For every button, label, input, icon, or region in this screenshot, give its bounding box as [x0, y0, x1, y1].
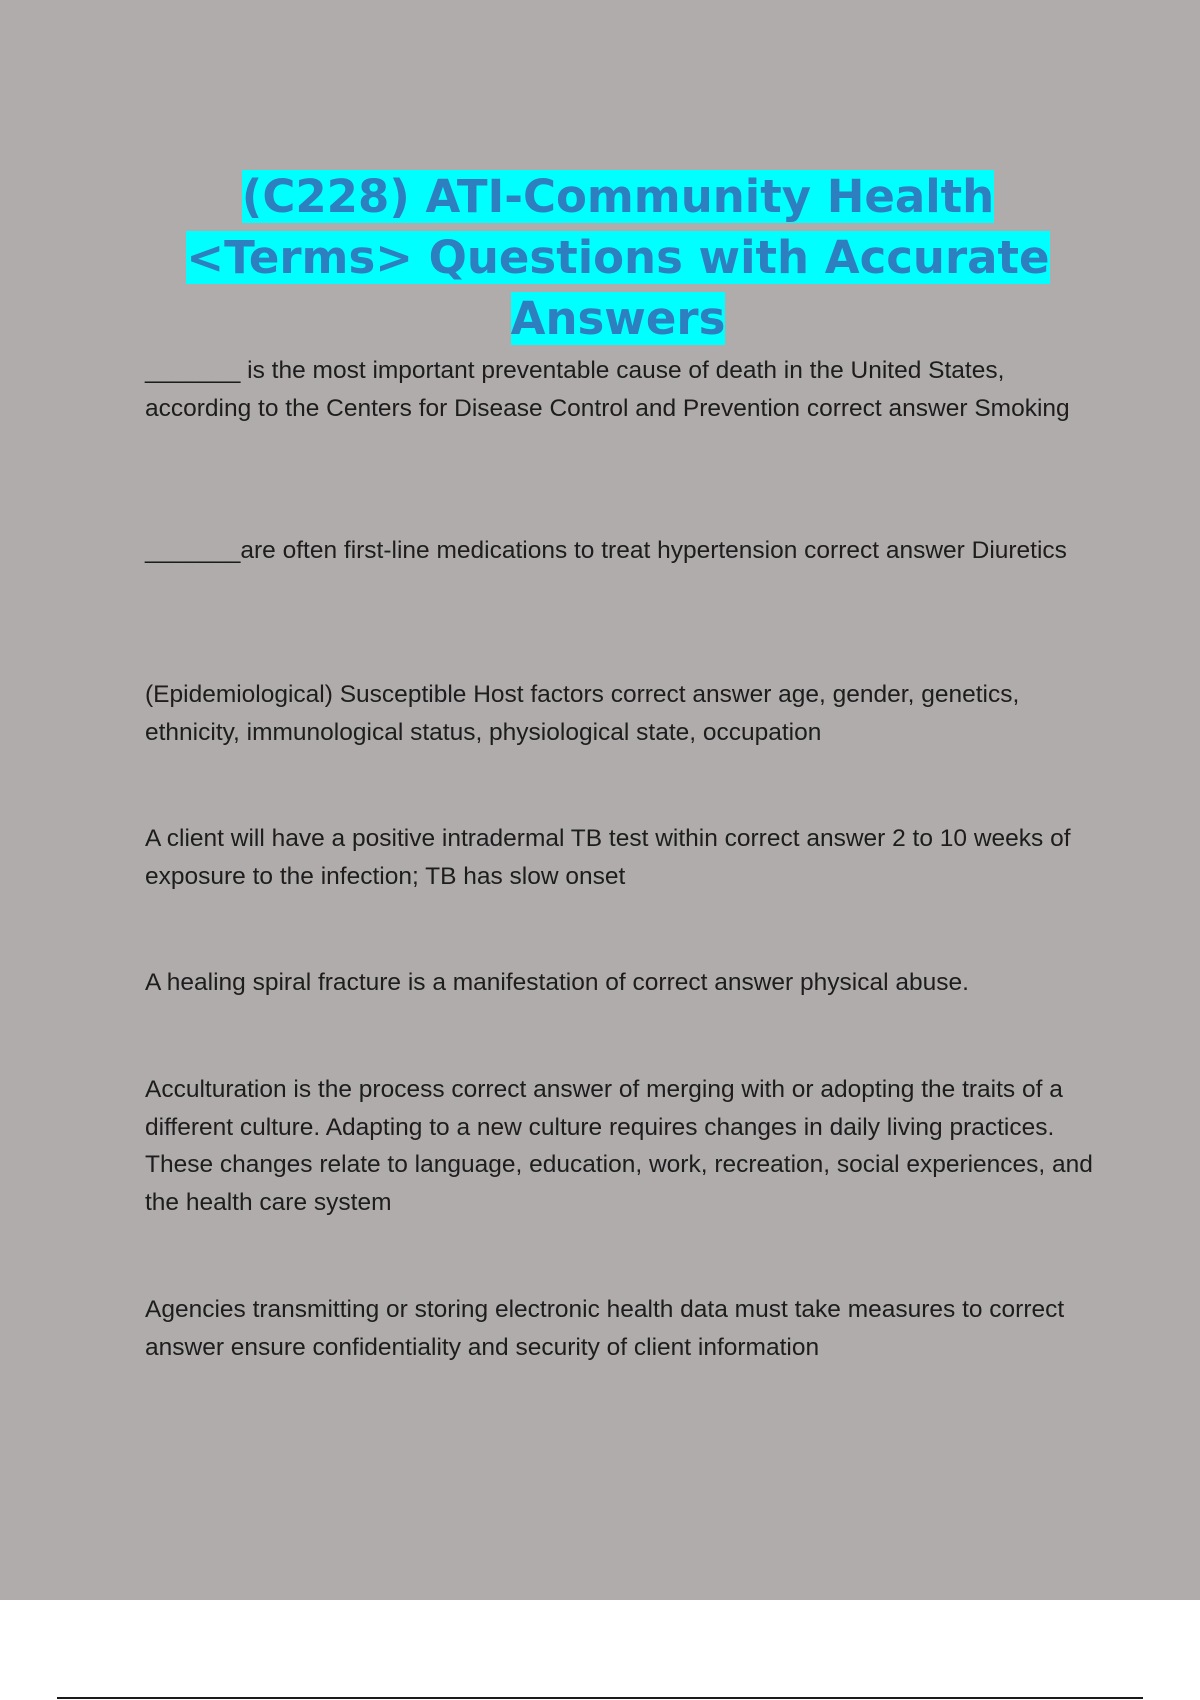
qa-entry: A healing spiral fracture is a manifestation of correct answer physical abuse.: [145, 969, 969, 996]
document-title: (C228) ATI-Community Health <Terms> Questions with Accurate Answers: [186, 170, 1050, 345]
qa-entry: _______are often first-line medications to treat hypertension correct answer Diuretics: [145, 537, 1067, 564]
qa-entry: Agencies transmitting or storing electronic health data must take measures to correct answer ensure confidentiality and security of client information: [145, 1296, 1065, 1361]
footer-divider: [57, 1697, 1143, 1699]
qa-entry: _______ is the most important preventable cause of death in the United States, according to the Centers for Disease Control and Prevention correct answer Smoking: [145, 357, 1070, 422]
qa-entry: (Epidemiological) Susceptible Host factors correct answer age, gender, genetics, ethnicity, immunological status, physiological state, occupation: [145, 681, 1020, 746]
qa-entry: Acculturation is the process correct answer of merging with or adopting the traits of a different culture. Adapting to a new culture requires changes in daily living practices. These changes relate to language, education, work, recreation, social experiences, and the health care system: [145, 1076, 1093, 1216]
qa-entry: A client will have a positive intradermal TB test within correct answer 2 to 10 weeks of exposure to the infection; TB has slow onset: [145, 825, 1071, 890]
title-block: [140, 166, 1096, 349]
